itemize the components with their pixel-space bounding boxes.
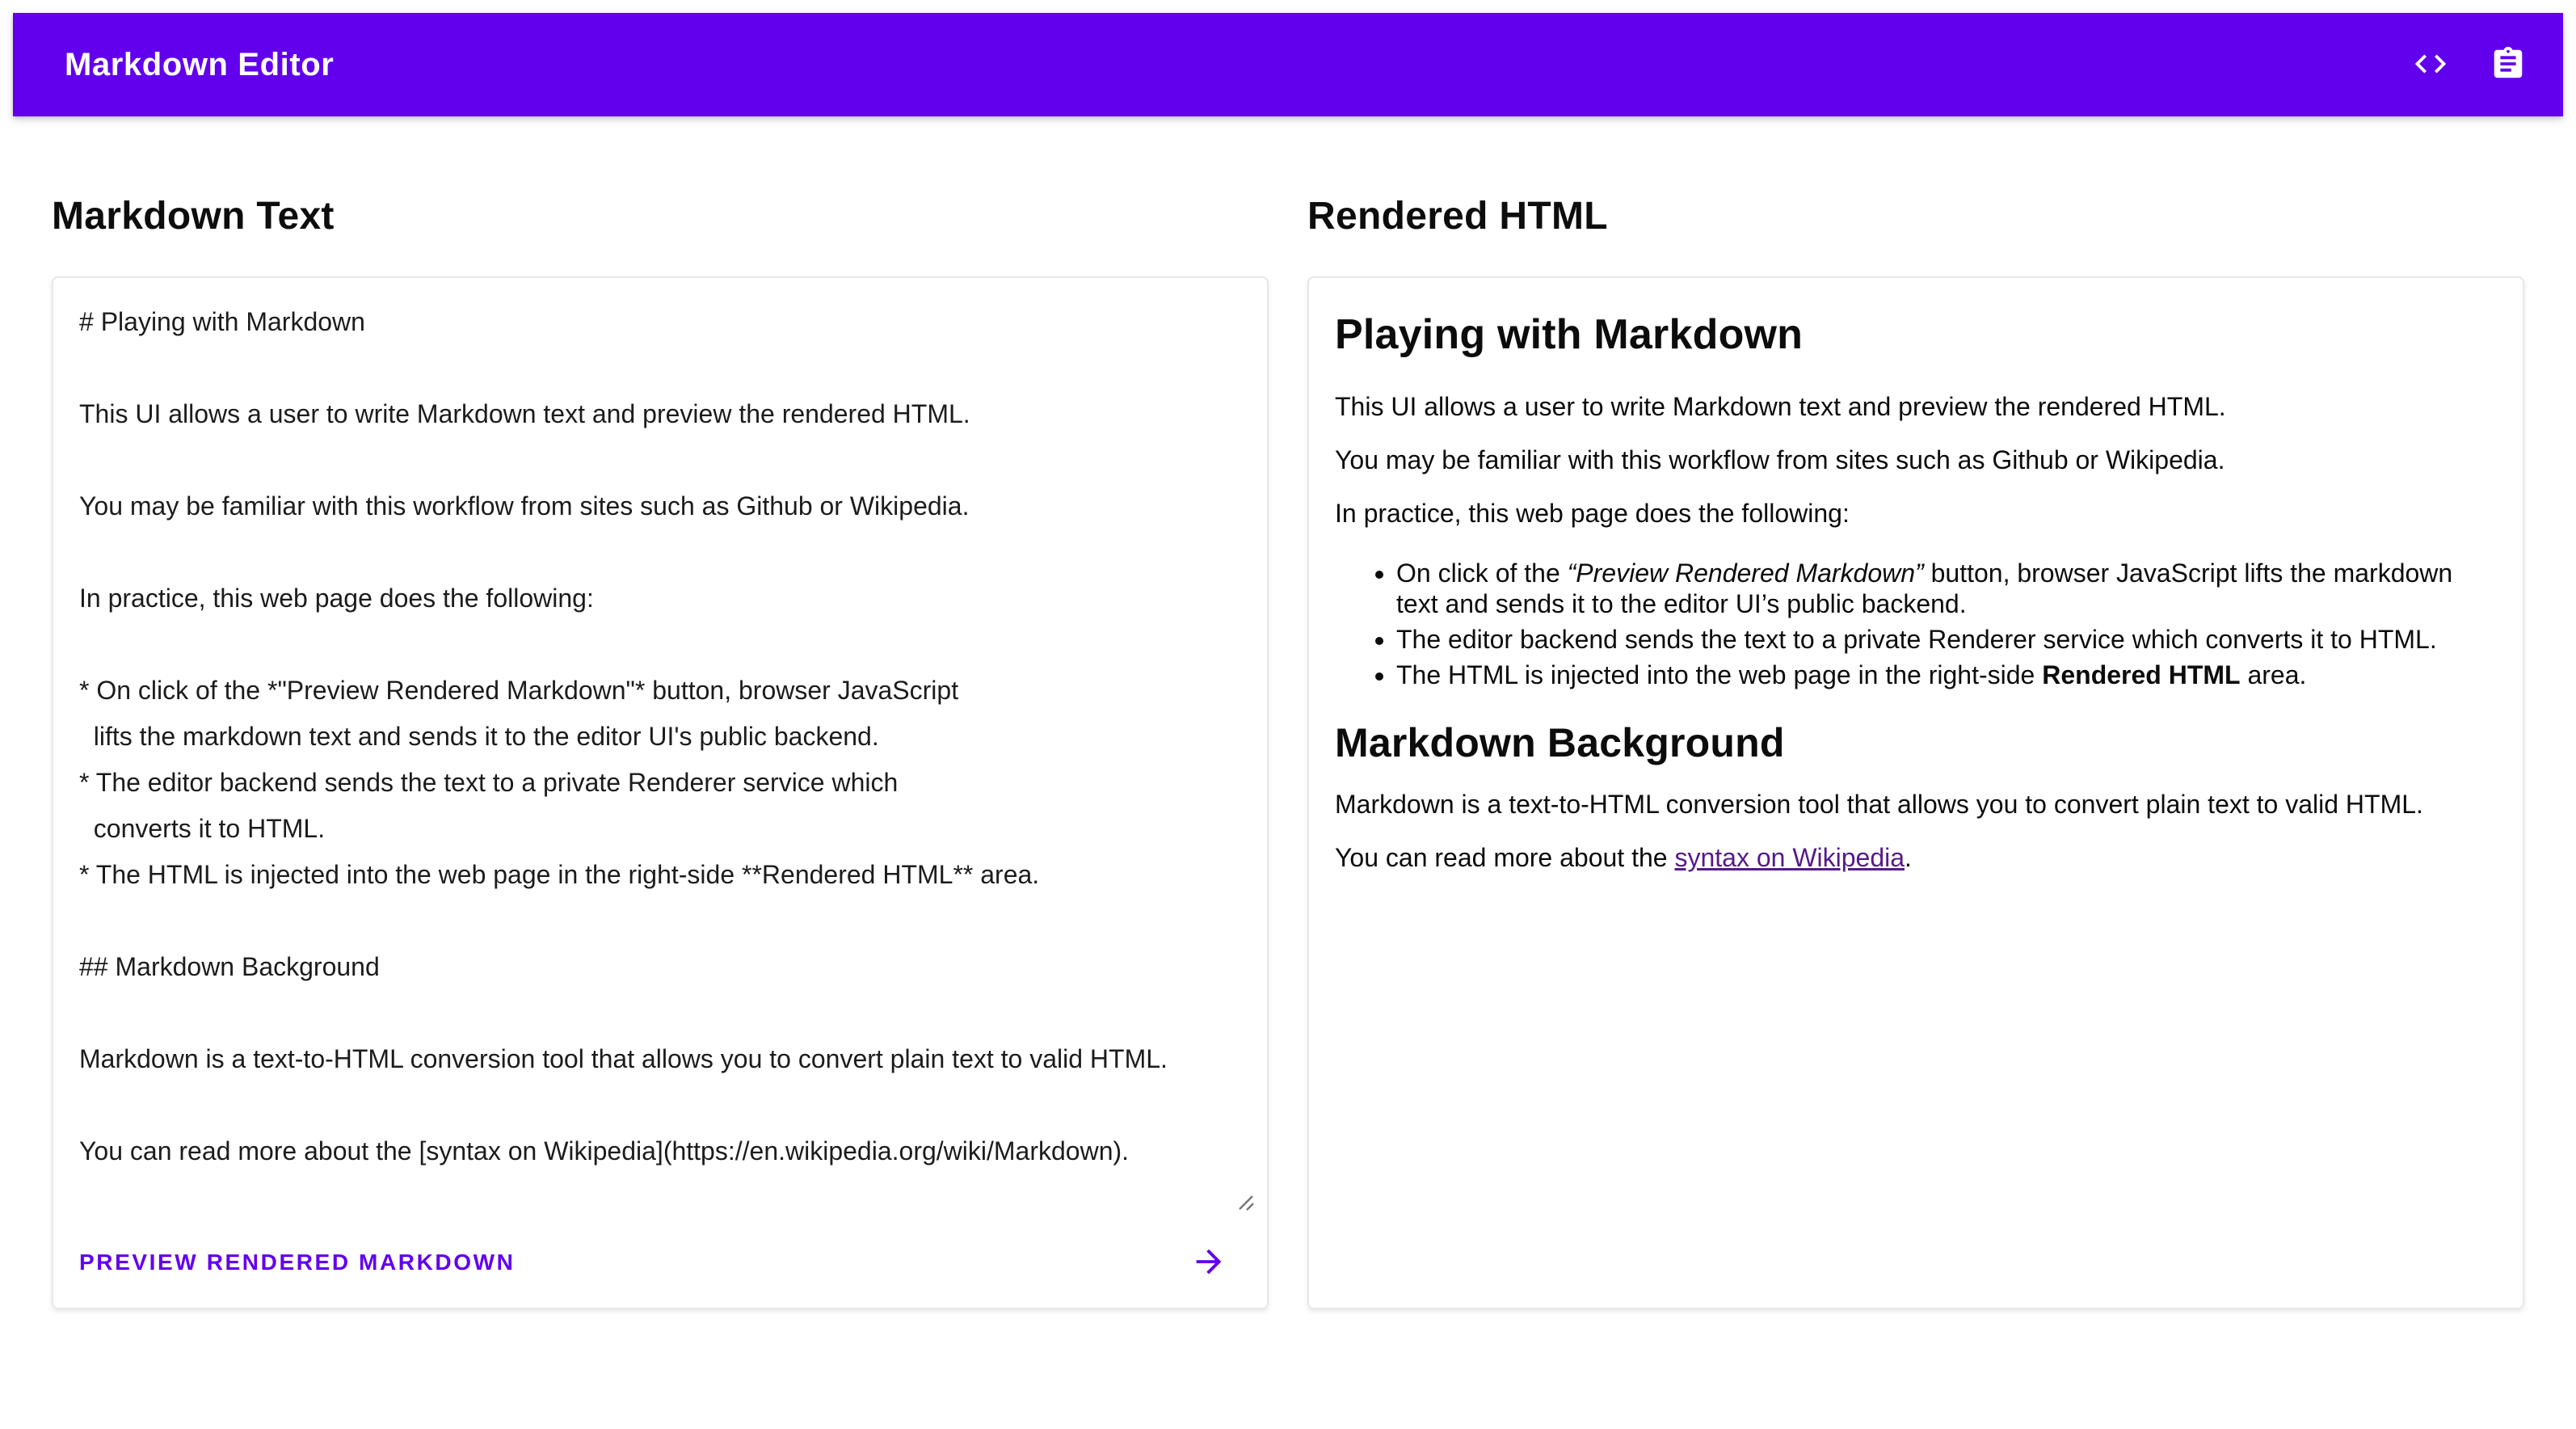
text-segment: . [1905,843,1912,872]
text-segment: “Preview Rendered Markdown” [1567,559,1924,588]
editor-card-actions [79,1217,1241,1308]
text-segment: The editor backend sends the text to a private Renderer service which converts it to HTML. [1396,625,2437,654]
app-title: Markdown Editor [65,46,335,82]
markdown-text-heading: Markdown Text [52,195,335,238]
editor-column [52,116,1269,1309]
rendered-p [1335,391,2497,422]
rendered-p [1335,789,2497,820]
code-icon [2412,45,2449,85]
preview-arrow-button[interactable] [1189,1243,1228,1282]
rendered-list [1335,558,2497,690]
main-content [0,116,2576,1309]
rendered-h2: Markdown Background [1335,720,1785,765]
rendered-list-item [1396,624,2497,655]
text-segment: Markdown is a text-to-HTML conversion tool that allows you to convert plain text to valid HTML. [1335,790,2423,819]
rendered-p [1335,498,2497,529]
app-bar [13,13,2563,116]
text-segment: On click of the [1396,559,1568,588]
preview-rendered-markdown-button[interactable]: PREVIEW RENDERED MARKDOWN [79,1250,516,1275]
text-segment: In practice, this web page does the following: [1335,499,1850,528]
textarea-resize-handle-icon[interactable] [1233,1190,1257,1214]
text-segment: The HTML is injected into the web page in the right-side [1396,660,2043,689]
text-segment: area. [2240,660,2307,689]
editor-card [52,276,1269,1309]
clipboard-button[interactable] [2469,26,2547,103]
rendered-p [1335,445,2497,475]
code-button[interactable] [2392,26,2469,103]
arrow-forward-icon [1190,1243,1227,1283]
text-segment: You can read more about the [1335,843,1675,872]
app-bar-actions [2392,26,2547,103]
preview-column [1307,116,2524,1309]
markdown-source-textarea[interactable] [79,299,1241,1217]
rendered-markdown-document [1335,310,2497,873]
text-segment: This UI allows a user to write Markdown text and preview the rendered HTML. [1335,392,2226,421]
rendered-list-item [1396,558,2497,619]
rendered-h1: Playing with Markdown [1335,311,1804,358]
wikipedia-syntax-link[interactable]: syntax on Wikipedia [1674,843,1905,872]
preview-card [1307,276,2524,1309]
assignment-clipboard-icon [2490,45,2527,85]
rendered-list-item [1396,660,2497,690]
text-segment: You may be familiar with this workflow from sites such as Github or Wikipedia. [1335,445,2225,474]
text-segment: Rendered HTML [2042,660,2241,689]
text-segment: button, browser JavaScript lifts the markdown text and sends it to the editor UI’s public backend. [1396,559,2453,618]
rendered-p [1335,842,2497,873]
rendered-html-heading: Rendered HTML [1307,195,1608,238]
